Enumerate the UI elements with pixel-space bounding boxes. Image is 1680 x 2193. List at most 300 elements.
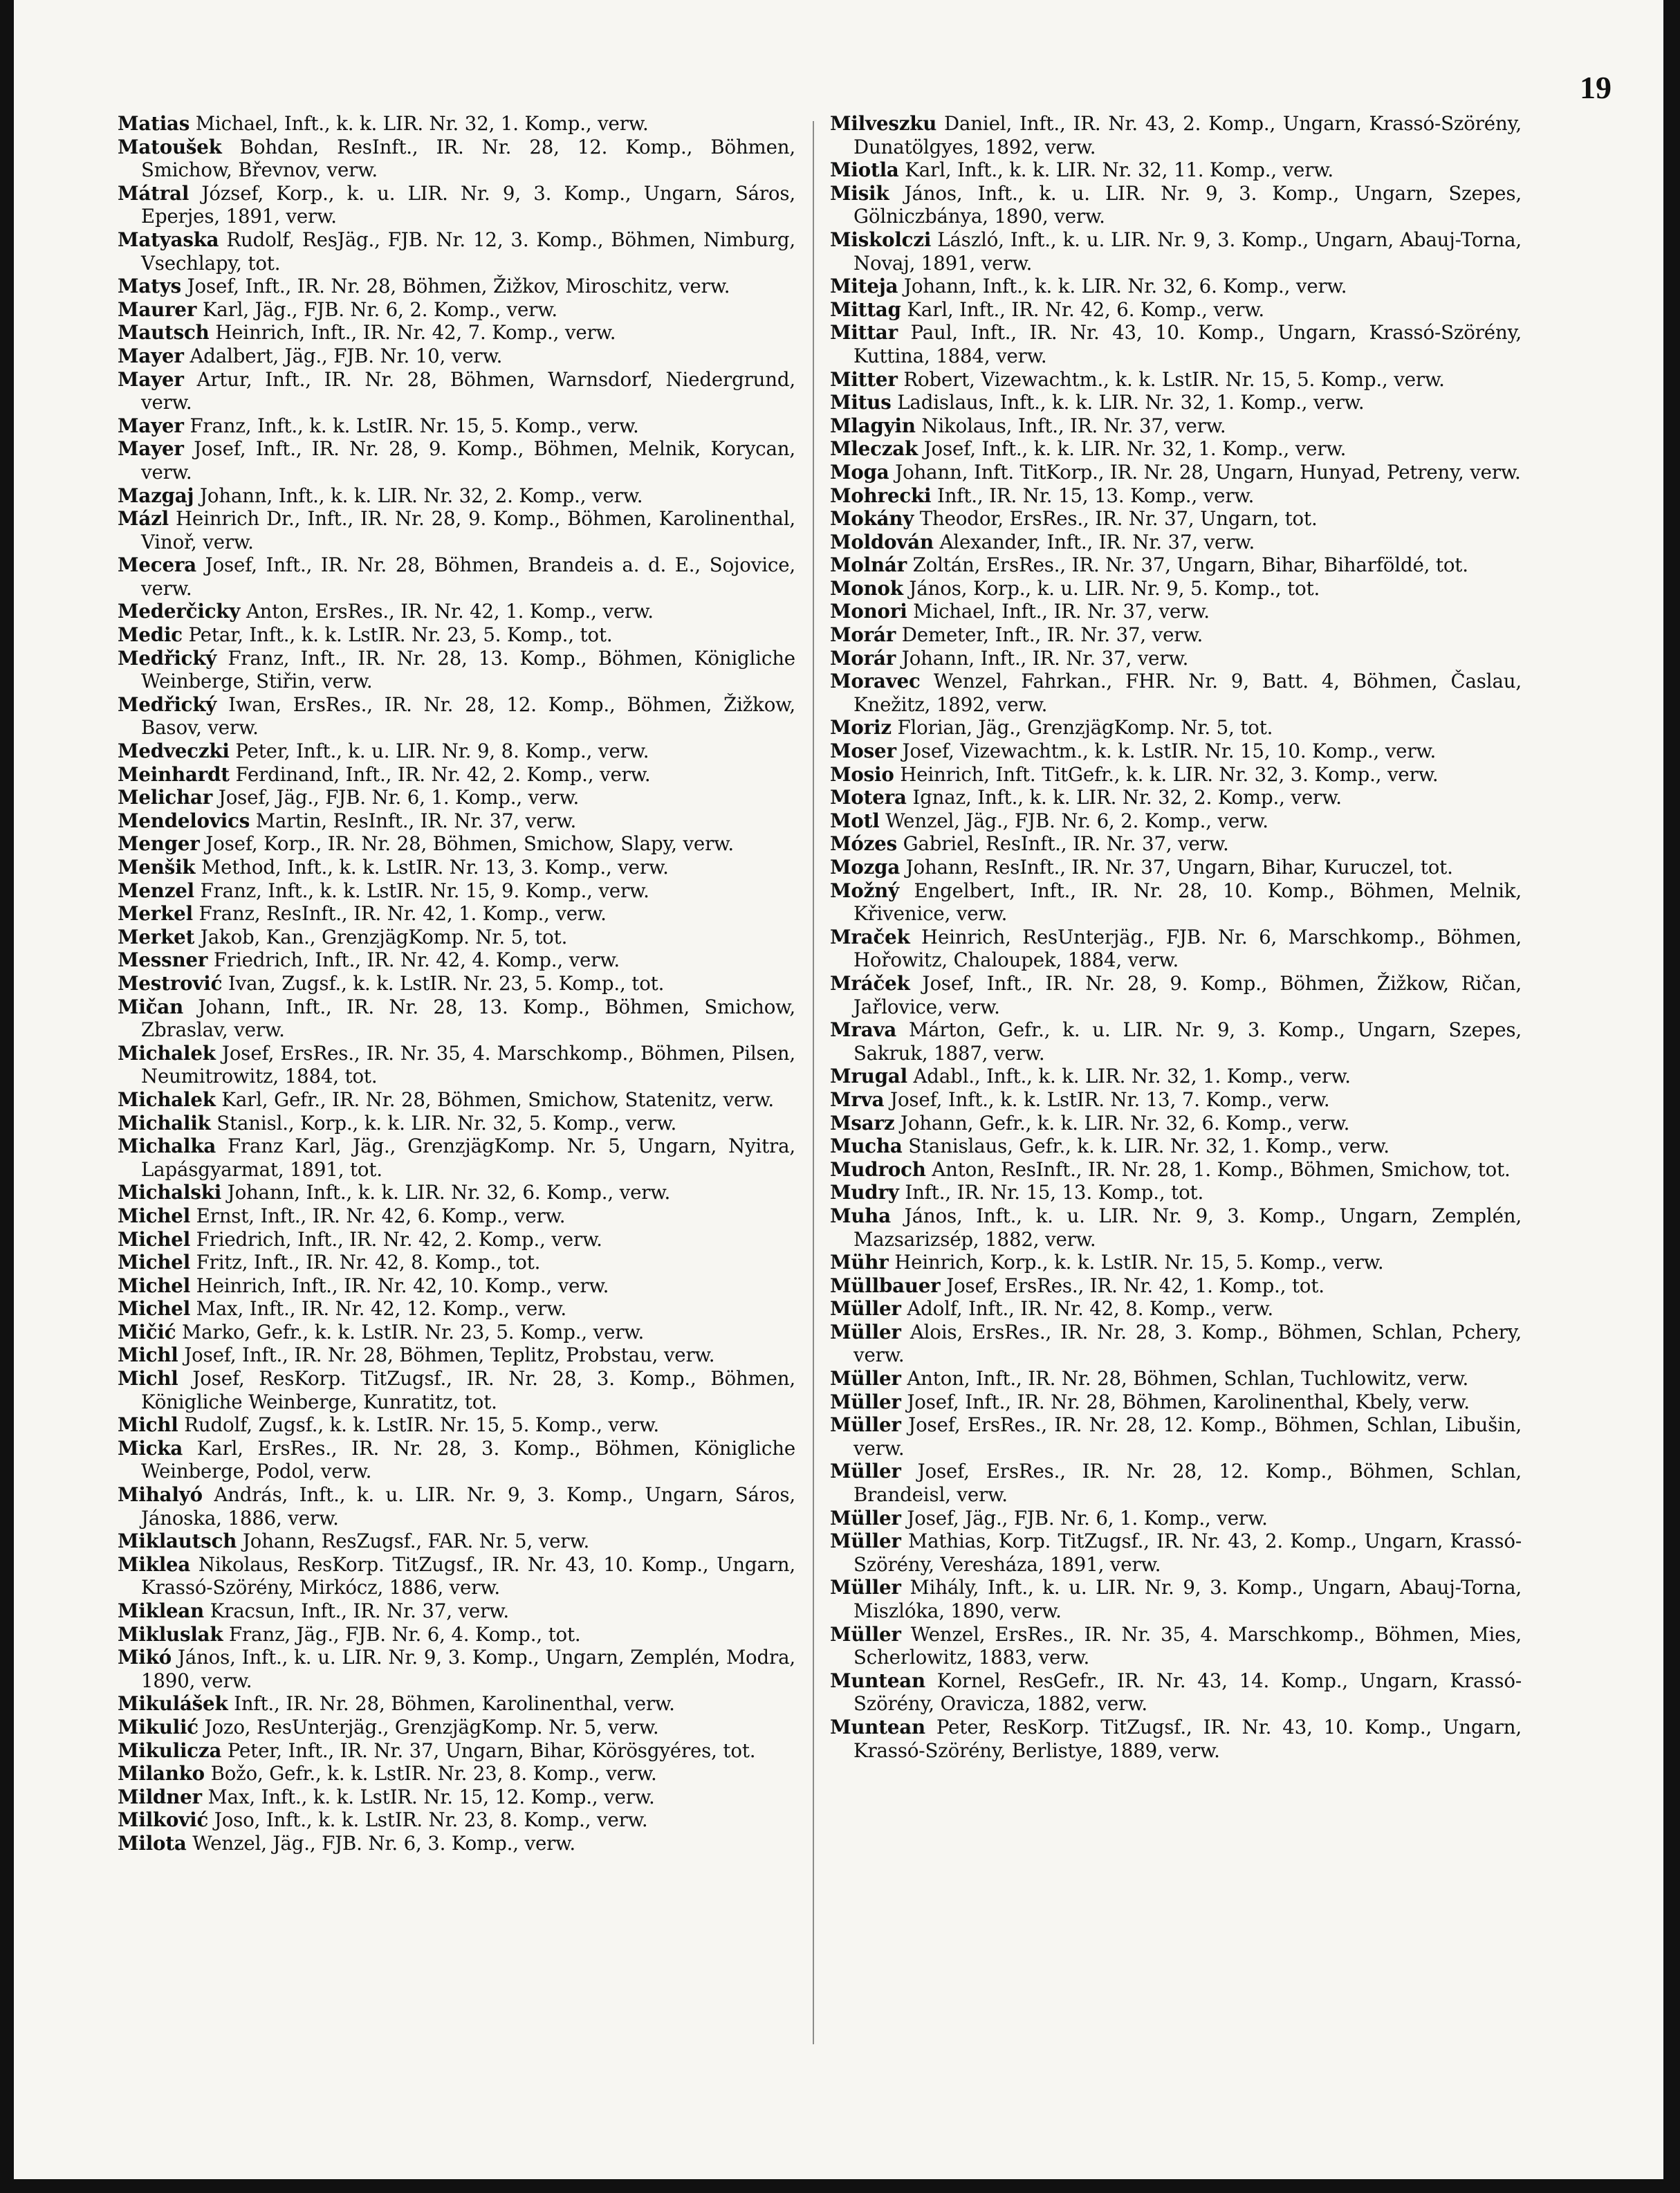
entry-details: Stanislaus, Gefr., k. k. LIR. Nr. 32, 1. Komp., verw. [908,1135,1390,1158]
entry-details: Heinrich Dr., Inft., IR. Nr. 28, 9. Komp., Böhmen, Karolinenthal, Vinoř, verw. [141,507,795,553]
roster-entry [118,1297,795,1321]
entry-details: József, Korp., k. u. LIR. Nr. 9, 3. Komp., Ungarn, Sáros, Eperjes, 1891, verw. [141,181,796,228]
entry-surname: Mittar [830,321,898,345]
entry-details: Anton, Inft., IR. Nr. 28, Böhmen, Schlan, Tuchlowitz, verw. [907,1367,1469,1391]
entry-details: Wenzel, Jäg., FJB. Nr. 6, 2. Komp., verw. [885,809,1268,832]
entry-surname: Muha [830,1204,891,1227]
entry-details: János, Inft., k. u. LIR. Nr. 9, 3. Komp., Ungarn, Zemplén, Modra, 1890, verw. [141,1646,796,1692]
roster-entry [830,298,1522,322]
roster-entry [830,1367,1522,1391]
roster-entry [118,1251,795,1274]
entry-surname: Mudroch [830,1157,926,1181]
roster-entry [118,948,795,972]
entry-details: Josef, ErsRes., IR. Nr. 42, 1. Komp., tot. [946,1274,1324,1297]
roster-entry [830,1181,1522,1204]
roster-entry [830,879,1522,926]
entry-details: Adolf, Inft., IR. Nr. 42, 8. Komp., verw. [907,1297,1273,1321]
roster-entry [118,1413,795,1437]
entry-surname: Müller [830,1390,901,1413]
entry-surname: Micka [118,1436,183,1460]
entry-details: Ignaz, Inft., k. k. LIR. Nr. 32, 2. Komp., verw. [912,786,1342,809]
entry-details: Iwan, ErsRes., IR. Nr. 28, 12. Komp., Böhmen, Žižkow, Basov, verw. [141,692,795,740]
entry-surname: Mikó [118,1646,172,1669]
entry-surname: Müller [830,1413,901,1437]
roster-entry [830,809,1522,833]
entry-details: Fritz, Inft., IR. Nr. 42, 8. Komp., tot. [196,1251,541,1274]
roster-entry [830,1669,1522,1716]
roster-entry [830,1576,1522,1622]
entry-details: Karl, Inft., k. k. LIR. Nr. 32, 11. Komp., verw. [905,158,1334,182]
entry-surname: Muntean [830,1669,925,1692]
roster-entry [118,1553,795,1599]
entry-surname: Mikulicza [118,1738,222,1762]
entry-surname: Mráček [830,971,910,995]
entry-surname: Motera [830,786,907,809]
entry-details: Johann, Inft., IR. Nr. 28, 13. Komp., Böhmen, Smichow, Zbraslav, verw. [141,995,795,1042]
entry-details: János, Inft., k. u. LIR. Nr. 9, 3. Komp., Ungarn, Szepes, Gölniczbánya, 1890, verw. [853,181,1522,228]
roster-entry [830,1716,1522,1762]
column-divider [813,121,814,2044]
entry-details: Theodor, ErsRes., IR. Nr. 37, Ungarn, tot. [919,507,1318,531]
entry-surname: Morár [830,646,896,670]
roster-entry [118,553,795,600]
entry-surname: Mleczak [830,437,919,461]
entry-surname: Matys [118,275,181,298]
entry-surname: Matias [118,112,190,135]
entry-details: László, Inft., k. u. LIR. Nr. 9, 3. Komp., Ungarn, Abauj-Torna, Novaj, 1891, verw. [853,228,1522,275]
roster-entry [830,832,1522,856]
entry-details: Anton, ResInft., IR. Nr. 28, 1. Komp., Böhmen, Smichow, tot. [932,1157,1511,1181]
roster-entry [830,972,1522,1018]
entry-surname: Mendelovics [118,809,250,832]
roster-entry [118,1623,795,1646]
entry-surname: Michel [118,1204,191,1227]
roster-entry [830,1135,1522,1158]
entry-details: Josef, Inft., k. k. LstIR. Nr. 13, 7. Komp., verw. [890,1088,1330,1111]
entry-surname: Müller [830,1460,901,1483]
entry-surname: Mestrović [118,971,223,995]
entry-details: Adabl., Inft., k. k. LIR. Nr. 32, 1. Komp., verw. [913,1065,1351,1088]
entry-surname: Müller [830,1530,901,1553]
left-column [118,112,795,1855]
roster-entry [830,1507,1522,1530]
entry-details: Karl, Inft., IR. Nr. 42, 6. Komp., verw. [907,297,1265,321]
roster-entry [118,1599,795,1623]
entry-details: Karl, Gefr., IR. Nr. 28, Böhmen, Smichow, Statenitz, verw. [221,1088,775,1111]
entry-surname: Müller [830,1506,901,1530]
entry-details: Zoltán, ErsRes., IR. Nr. 37, Ungarn, Bihar, Biharföldé, tot. [912,553,1468,577]
entry-details: Johann, Gefr., k. k. LIR. Nr. 32, 6. Komp., verw. [901,1111,1350,1135]
entry-details: Friedrich, Inft., IR. Nr. 42, 2. Komp., verw. [196,1227,602,1251]
roster-entry [830,1460,1522,1506]
entry-surname: Mautsch [118,321,210,345]
entry-surname: Moga [830,460,889,484]
entry-surname: Monori [830,600,907,623]
entry-details: Alois, ErsRes., IR. Nr. 28, 3. Komp., Böhmen, Schlan, Pchery, verw. [853,1320,1522,1367]
roster-entry [118,1042,795,1088]
entry-details: Heinrich, Inft., IR. Nr. 42, 10. Komp., verw. [196,1274,609,1297]
entry-surname: Mazgaj [118,484,194,507]
roster-entry [118,228,795,275]
entry-surname: Medveczki [118,740,230,763]
entry-details: Martin, ResInft., IR. Nr. 37, verw. [255,809,577,832]
entry-details: Heinrich, Inft. TitGefr., k. k. LIR. Nr. 32, 3. Komp., verw. [900,762,1439,786]
entry-details: Josef, Inft., IR. Nr. 28, Böhmen, Karolinenthal, Kbely, verw. [907,1390,1470,1413]
entry-details: Method, Inft., k. k. LstIR. Nr. 13, 3. Komp., verw. [201,856,669,879]
roster-entry [118,1483,795,1530]
roster-entry [830,1088,1522,1112]
roster-entry [830,786,1522,809]
entry-surname: Meinhardt [118,762,230,786]
roster-entry [830,321,1522,367]
entry-details: Johann, Inft. TitKorp., IR. Nr. 28, Ungarn, Hunyad, Petreny, verw. [895,460,1521,484]
entry-details: Kornel, ResGefr., IR. Nr. 43, 14. Komp., Ungarn, Krassó-Szörény, Oravicza, 1882, verw. [853,1669,1522,1716]
entry-details: Wenzel, Jäg., FJB. Nr. 6, 3. Komp., verw. [192,1831,575,1855]
entry-details: Daniel, Inft., IR. Nr. 43, 2. Komp., Ungarn, Krassó-Szörény, Dunatölgyes, 1892, verw. [853,112,1522,158]
entry-details: Max, Inft., IR. Nr. 42, 12. Komp., verw. [196,1297,566,1321]
entry-details: Heinrich, Korp., k. k. LstIR. Nr. 15, 5. Komp., verw. [894,1251,1384,1274]
roster-entry [830,1391,1522,1414]
entry-surname: Michel [118,1274,191,1297]
entry-details: Ernst, Inft., IR. Nr. 42, 6. Komp., verw. [196,1204,566,1227]
entry-details: Johann, Inft., k. k. LIR. Nr. 32, 2. Komp., verw. [199,484,643,507]
entry-details: Max, Inft., k. k. LstIR. Nr. 15, 12. Komp., verw. [207,1785,655,1808]
roster-entry [118,1343,795,1367]
entry-details: Engelbert, Inft., IR. Nr. 28, 10. Komp., Böhmen, Melnik, Křivenice, verw. [853,879,1522,926]
entry-surname: Matyaska [118,228,219,251]
entry-details: Ivan, Zugsf., k. k. LstIR. Nr. 23, 5. Komp., tot. [228,971,665,995]
entry-surname: Michalski [118,1181,222,1204]
entry-surname: Mátral [118,181,190,205]
entry-surname: Melichar [118,786,213,809]
entry-surname: Mázl [118,507,169,531]
roster-entry [118,437,795,484]
roster-entry [830,1413,1522,1460]
entry-surname: Moser [830,740,896,763]
entry-details: Karl, Jäg., FJB. Nr. 6, 2. Komp., verw. [202,297,558,321]
entry-details: Peter, ResKorp. TitZugsf., IR. Nr. 43, 10. Komp., Ungarn, Krassó-Szörény, Berlistye, 1889, verw. [853,1715,1522,1762]
entry-details: Kracsun, Inft., IR. Nr. 37, verw. [210,1599,509,1622]
entry-surname: Mayer [118,367,184,391]
entry-details: Peter, Inft., IR. Nr. 37, Ungarn, Bihar, Körösgyéres, tot. [227,1738,756,1762]
roster-entry [830,1321,1522,1367]
entry-surname: Michalik [118,1111,211,1135]
entry-details: Gabriel, ResInft., IR. Nr. 37, verw. [903,832,1229,856]
roster-entry [118,623,795,647]
entry-surname: Mózes [830,832,897,856]
entry-details: Inft., IR. Nr. 15, 13. Komp., tot. [905,1181,1204,1204]
entry-surname: Mayer [118,414,184,437]
entry-surname: Moriz [830,716,892,740]
roster-entry [118,832,795,856]
roster-entry [830,926,1522,972]
roster-entry [830,716,1522,740]
entry-surname: Mičan [118,995,184,1018]
roster-entry [118,321,795,345]
entry-details: Márton, Gefr., k. u. LIR. Nr. 9, 3. Komp., Ungarn, Szepes, Sakruk, 1887, verw. [853,1018,1522,1065]
entry-surname: Michalek [118,1041,216,1065]
roster-entry [830,763,1522,787]
entry-surname: Michalek [118,1088,216,1111]
roster-entry [118,1228,795,1251]
entry-details: Alexander, Inft., IR. Nr. 37, verw. [939,530,1255,553]
entry-details: Rudolf, ResJäg., FJB. Nr. 12, 3. Komp., Böhmen, Nimburg, Vsechlapy, tot. [141,228,795,275]
entry-surname: Mudry [830,1181,899,1204]
entry-surname: Müller [830,1297,901,1321]
entry-surname: Michl [118,1367,178,1391]
entry-surname: Miklautsch [118,1530,237,1553]
roster-entry [118,1204,795,1228]
entry-surname: Milković [118,1808,209,1832]
entry-surname: Michel [118,1251,191,1274]
entry-surname: Menzel [118,879,194,902]
entry-surname: Mikulášek [118,1692,228,1716]
roster-entry [118,1692,795,1716]
entry-details: Demeter, Inft., IR. Nr. 37, verw. [901,623,1203,647]
entry-surname: Možný [830,879,899,902]
entry-details: Johann, ResZugsf., FAR. Nr. 5, verw. [242,1530,590,1553]
entry-surname: Morár [830,623,896,647]
entry-surname: Monok [830,576,903,600]
entry-surname: Müller [830,1320,901,1343]
roster-entry [830,182,1522,228]
roster-entry [118,1181,795,1204]
roster-entry [118,1739,795,1763]
entry-details: Bohdan, ResInft., IR. Nr. 28, 12. Komp., Böhmen, Smichow, Břevnov, verw. [141,135,795,182]
roster-entry [830,414,1522,438]
roster-entry [830,1274,1522,1298]
entry-details: János, Korp., k. u. LIR. Nr. 9, 5. Komp., tot. [909,576,1320,600]
entry-details: Heinrich, ResUnterjäg., FJB. Nr. 6, Marschkomp., Böhmen, Hořowitz, Chaloupek, 1884, verw. [853,925,1522,972]
entry-surname: Miklean [118,1599,205,1622]
entry-surname: Milveszku [830,112,937,135]
entry-surname: Müller [830,1576,901,1599]
entry-surname: Michl [118,1343,178,1367]
entry-surname: Mičić [118,1320,176,1343]
entry-surname: Mederčicky [118,600,241,623]
entry-details: Adalbert, Jäg., FJB. Nr. 10, verw. [190,344,503,367]
entry-surname: Michel [118,1297,191,1321]
roster-entry [118,484,795,508]
entry-details: Josef, Vizewachtm., k. k. LstIR. Nr. 15, 10. Komp., verw. [902,740,1437,763]
entry-details: Johann, Inft., k. k. LIR. Nr. 32, 6. Komp., verw. [903,275,1347,298]
entry-surname: Moravec [830,670,921,693]
roster-entry [118,507,795,553]
entry-surname: Menger [118,832,200,856]
roster-entry [118,1112,795,1135]
entry-surname: Misik [830,181,889,205]
roster-entry [830,112,1522,158]
entry-details: Michael, Inft., k. k. LIR. Nr. 32, 1. Komp., verw. [195,112,649,135]
entry-surname: Mikluslak [118,1622,223,1646]
entry-details: Inft., IR. Nr. 15, 13. Komp., verw. [936,484,1255,507]
entry-details: Heinrich, Inft., IR. Nr. 42, 7. Komp., verw. [215,321,616,345]
roster-entry [118,926,795,949]
roster-entry [118,600,795,623]
entry-surname: Michl [118,1413,178,1437]
entry-details: Josef, Inft., IR. Nr. 28, Böhmen, Žižkov, Miroschitz, verw. [187,275,730,298]
roster-entry [830,670,1522,716]
entry-details: Ladislaus, Inft., k. k. LIR. Nr. 32, 1. Komp., verw. [897,391,1365,414]
entry-details: Johann, Inft., k. k. LIR. Nr. 32, 6. Komp., verw. [227,1181,671,1204]
entry-surname: Mosio [830,762,894,786]
entry-surname: Mildner [118,1785,202,1808]
roster-entry [118,809,795,833]
entry-surname: Messner [118,948,208,972]
entry-details: Josef, Inft., IR. Nr. 28, 9. Komp., Böhmen, Melnik, Korycan, verw. [141,437,796,484]
entry-surname: Mozga [830,856,901,879]
entry-surname: Mitter [830,367,898,391]
entry-surname: Muntean [830,1715,925,1738]
entry-details: Petar, Inft., k. k. LstIR. Nr. 23, 5. Komp., tot. [188,623,613,647]
entry-details: Nikolaus, Inft., IR. Nr. 37, verw. [921,414,1226,437]
roster-entry [118,1437,795,1483]
entry-details: Mihály, Inft., k. u. LIR. Nr. 9, 3. Komp., Ungarn, Abauj-Torna, Miszlóka, 1890, verw. [853,1576,1522,1622]
entry-surname: Mühr [830,1251,889,1274]
roster-entry [830,856,1522,879]
entry-surname: Miotla [830,158,899,182]
entry-details: Josef, Inft., IR. Nr. 28, Böhmen, Brandeis a. d. E., Sojovice, verw. [141,553,795,600]
entry-details: Božo, Gefr., k. k. LstIR. Nr. 23, 8. Komp., verw. [210,1762,657,1786]
roster-entry [118,1808,795,1832]
roster-entry [830,531,1522,554]
entry-surname: Mayer [118,344,184,367]
roster-entry [118,275,795,298]
entry-details: Josef, ErsRes., IR. Nr. 35, 4. Marschkomp., Böhmen, Pilsen, Neumitrowitz, 1884, tot. [141,1041,795,1088]
entry-details: Josef, Jäg., FJB. Nr. 6, 1. Komp., verw. [907,1506,1268,1530]
roster-entry [830,484,1522,508]
roster-entry [118,972,795,995]
entry-details: Stanisl., Korp., k. k. LIR. Nr. 32, 5. Komp., verw. [216,1111,677,1135]
roster-entry [118,368,795,414]
roster-entry [830,461,1522,484]
entry-surname: Medic [118,623,183,647]
roster-entry [118,740,795,763]
entry-details: András, Inft., k. u. LIR. Nr. 9, 3. Komp., Ungarn, Sáros, Jánoska, 1886, verw. [141,1483,795,1530]
entry-surname: Moldován [830,530,934,553]
entry-surname: Matoušek [118,135,222,158]
entry-details: Inft., IR. Nr. 28, Böhmen, Karolinenthal, verw. [234,1692,675,1716]
entry-surname: Motl [830,809,880,832]
entry-details: Franz, Jäg., FJB. Nr. 6, 4. Komp., tot. [228,1622,581,1646]
roster-entry [118,414,795,438]
entry-surname: Milanko [118,1762,205,1786]
entry-details: Rudolf, Zugsf., k. k. LstIR. Nr. 15, 5. Komp., verw. [184,1413,659,1437]
entry-details: Franz, Inft., IR. Nr. 28, 13. Komp., Böhmen, Königliche Weinberge, Stiřin, verw. [141,646,795,693]
roster-entry [118,1786,795,1809]
roster-entry [118,763,795,787]
roster-entry [118,298,795,322]
entry-details: Franz, Inft., k. k. LstIR. Nr. 15, 9. Komp., verw. [200,879,649,902]
entry-surname: Mrugal [830,1065,907,1088]
right-column [830,112,1522,1762]
roster-entry [118,1646,795,1692]
entry-details: János, Inft., k. u. LIR. Nr. 9, 3. Komp., Ungarn, Zemplén, Mazsarizsép, 1882, verw. [853,1204,1522,1251]
entry-surname: Miskolczi [830,228,932,251]
entry-surname: Molnár [830,553,907,577]
roster-entry [830,275,1522,298]
entry-details: Johann, Inft., IR. Nr. 37, verw. [901,646,1189,670]
entry-details: Jakob, Kan., GrenzjägKomp. Nr. 5, tot. [200,925,568,948]
roster-entry [118,693,795,740]
roster-entry [118,345,795,368]
roster-entry [118,1762,795,1786]
entry-surname: Medřický [118,692,217,716]
entry-surname: Michalka [118,1135,216,1158]
roster-entry [118,182,795,228]
entry-details: Joso, Inft., k. k. LstIR. Nr. 23, 8. Komp., verw. [214,1808,648,1832]
roster-entry [830,600,1522,623]
roster-entry [830,1623,1522,1669]
roster-entry [830,1297,1522,1321]
entry-surname: Mraček [830,925,910,948]
entry-details: Johann, ResInft., IR. Nr. 37, Ungarn, Bihar, Kuruczel, tot. [905,856,1453,879]
entry-surname: Miteja [830,275,898,298]
roster-entry [118,112,795,136]
roster-entry [830,1530,1522,1576]
entry-surname: Miklea [118,1552,191,1576]
roster-entry [830,740,1522,763]
roster-entry [118,786,795,809]
roster-entry [830,507,1522,531]
roster-entry [118,1088,795,1112]
entry-surname: Mlagyin [830,414,916,437]
roster-entry [118,136,795,182]
roster-entry [830,368,1522,392]
entry-details: Florian, Jäg., GrenzjägKomp. Nr. 5, tot. [897,716,1273,740]
roster-entry [118,879,795,903]
entry-surname: Müllbauer [830,1274,941,1297]
roster-entry [830,553,1522,577]
roster-entry [830,391,1522,414]
entry-surname: Mohrecki [830,484,932,507]
entry-details: Josef, ResKorp. TitZugsf., IR. Nr. 28, 3. Komp., Böhmen, Königliche Weinberge, Kunratitz, tot. [141,1367,795,1413]
entry-surname: Müller [830,1622,901,1646]
roster-entry [118,647,795,693]
entry-surname: Mecera [118,553,196,577]
entry-details: Josef, ErsRes., IR. Nr. 28, 12. Komp., Böhmen, Schlan, Brandeisl, verw. [853,1460,1522,1507]
entry-surname: Merket [118,925,195,948]
entry-details: Ferdinand, Inft., IR. Nr. 42, 2. Komp., verw. [235,762,651,786]
entry-details: Franz, ResInft., IR. Nr. 42, 1. Komp., verw. [199,902,607,926]
entry-details: Michael, Inft., IR. Nr. 37, verw. [913,600,1210,623]
roster-entry [830,228,1522,275]
entry-surname: Msarz [830,1111,895,1135]
roster-entry [830,577,1522,600]
entry-surname: Mrava [830,1018,897,1042]
entry-details: Karl, ErsRes., IR. Nr. 28, 3. Komp., Böhmen, Königliche Weinberge, Podol, verw. [141,1436,795,1483]
entry-details: Josef, Inft., k. k. LIR. Nr. 32, 1. Komp., verw. [923,437,1347,461]
entry-surname: Mayer [118,437,184,461]
page-number: 19 [1580,70,1612,105]
entry-surname: Mittag [830,297,901,321]
roster-entry [118,856,795,879]
entry-details: Josef, Inft., IR. Nr. 28, 9. Komp., Böhmen, Žižkow, Ričan, Jařlovice, verw. [853,971,1522,1018]
entry-details: Artur, Inft., IR. Nr. 28, Böhmen, Warnsdorf, Niedergrund, verw. [141,367,795,414]
roster-entry [118,995,795,1042]
entry-surname: Mikulić [118,1715,199,1738]
entry-details: Mathias, Korp. TitZugsf., IR. Nr. 43, 2. Komp., Ungarn, Krassó-Szörény, Veresháza, 1891, verw. [853,1530,1522,1576]
entry-surname: Mitus [830,391,892,414]
entry-details: Josef, Korp., IR. Nr. 28, Böhmen, Smichow, Slapy, verw. [205,832,734,856]
entry-details: Marko, Gefr., k. k. LstIR. Nr. 23, 5. Komp., verw. [182,1320,645,1343]
entry-surname: Müller [830,1367,901,1391]
roster-entry [830,1112,1522,1135]
roster-entry [830,158,1522,182]
roster-entry [830,623,1522,647]
entry-surname: Mucha [830,1135,903,1158]
entry-details: Paul, Inft., IR. Nr. 43, 10. Komp., Ungarn, Krassó-Szörény, Kuttina, 1884, verw. [853,321,1522,367]
